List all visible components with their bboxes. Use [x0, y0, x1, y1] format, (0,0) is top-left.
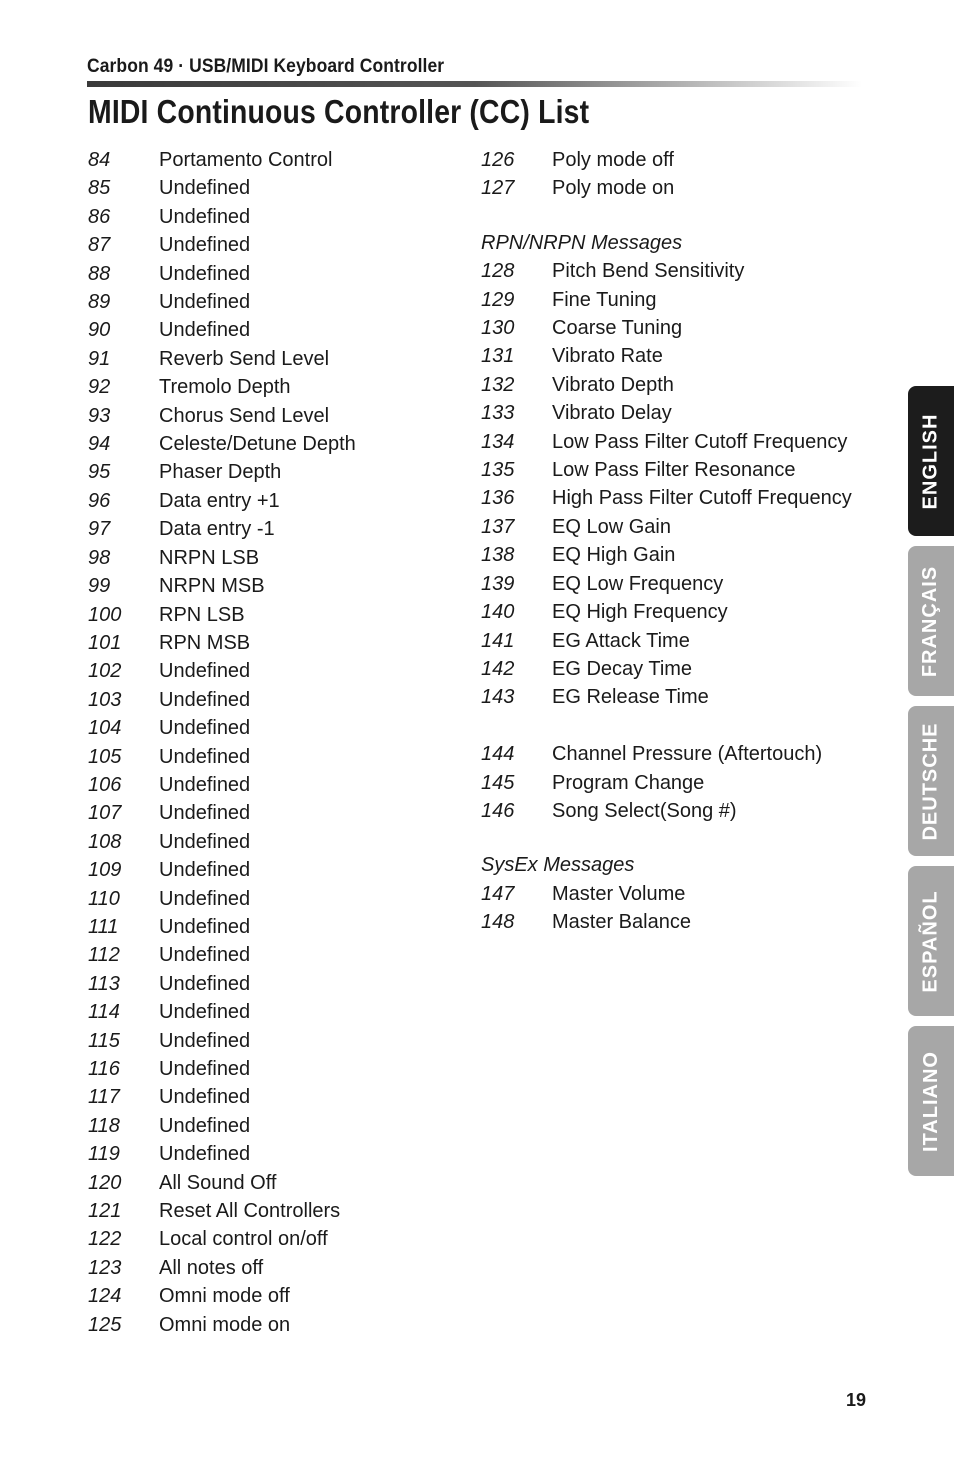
cc-description: EQ Low Frequency [552, 572, 724, 595]
cc-number: 104 [88, 717, 122, 740]
cc-description: Undefined [159, 291, 251, 314]
cc-description: Undefined [159, 802, 251, 825]
cc-description: EG Release Time [552, 686, 709, 709]
cc-number: 99 [88, 575, 111, 598]
cc-row [481, 314, 682, 342]
sysex-heading: SysEx Messages [481, 854, 635, 877]
cc-number: 145 [481, 771, 515, 794]
cc-number: 100 [88, 603, 122, 626]
cc-description: Master Volume [552, 882, 686, 905]
language-tab-label: ITALIANO [919, 1050, 942, 1152]
cc-description: Vibrato Delay [552, 402, 672, 425]
cc-description: Undefined [159, 944, 251, 967]
cc-description: EG Attack Time [552, 629, 690, 652]
cc-description: Program Change [552, 771, 705, 794]
cc-number: 96 [88, 489, 111, 512]
cc-description: Undefined [159, 915, 251, 938]
cc-row [481, 371, 682, 399]
cc-description: Undefined [159, 262, 251, 285]
cc-description: Undefined [159, 205, 251, 228]
cc-number: 127 [481, 177, 515, 200]
cc-number: 120 [88, 1171, 122, 1194]
cc-description: Omni mode on [159, 1313, 291, 1336]
language-tab-label: FRANÇAIS [919, 565, 942, 677]
running-header: Carbon 49 · USB/MIDI Keyboard Controller [87, 56, 445, 77]
cc-description: Channel Pressure (Aftertouch) [552, 743, 823, 766]
cc-number: 122 [88, 1228, 122, 1251]
cc-description: Undefined [159, 859, 251, 882]
cc-row [481, 683, 709, 711]
language-tab-deutsche[interactable] [908, 706, 954, 856]
cc-number: 137 [481, 515, 515, 538]
cc-number: 106 [88, 773, 122, 796]
cc-number: 98 [88, 546, 111, 569]
language-tab-francais[interactable] [908, 546, 954, 696]
cc-description: Undefined [159, 887, 251, 910]
cc-description: Omni mode off [159, 1285, 290, 1308]
cc-row [481, 342, 682, 370]
cc-number: 109 [88, 859, 122, 882]
cc-number: 121 [88, 1200, 122, 1223]
cc-description: Undefined [159, 688, 251, 711]
cc-description: Reset All Controllers [159, 1200, 341, 1223]
cc-description: Vibrato Rate [552, 345, 663, 368]
cc-row [481, 797, 737, 825]
cc-number: 88 [88, 262, 111, 285]
rpn-nrpn-heading: RPN/NRPN Messages [481, 231, 683, 254]
cc-description: Poly mode on [552, 177, 675, 200]
cc-description: Undefined [159, 717, 251, 740]
language-tab-espanol[interactable] [908, 866, 954, 1016]
cc-number: 108 [88, 830, 122, 853]
cc-number: 148 [481, 911, 515, 934]
cc-row [481, 880, 686, 908]
cc-number: 101 [88, 631, 122, 654]
cc-description: Fine Tuning [552, 288, 657, 311]
cc-number: 105 [88, 745, 122, 768]
cc-description: Undefined [159, 1058, 251, 1080]
cc-number: 128 [481, 260, 515, 283]
cc-number: 107 [88, 802, 122, 825]
cc-number: 97 [88, 518, 111, 541]
cc-description: Undefined [159, 745, 251, 768]
cc-number: 119 [88, 1143, 120, 1166]
cc-description: Reverb Send Level [159, 347, 330, 370]
cc-number: 138 [481, 544, 515, 567]
cc-number: 142 [481, 657, 515, 680]
cc-number: 133 [481, 402, 515, 425]
cc-number: 125 [88, 1313, 122, 1336]
cc-number: 116 [88, 1058, 120, 1080]
cc-description: Undefined [159, 830, 251, 853]
cc-number: 95 [88, 461, 111, 484]
cc-description: Undefined [159, 1086, 251, 1109]
channel-messages-group [481, 740, 823, 825]
cc-description: Data entry -1 [159, 518, 275, 541]
cc-number: 112 [88, 944, 120, 967]
cc-number: 113 [88, 972, 120, 995]
cc-row [481, 174, 682, 202]
spacer [481, 712, 682, 740]
cc-number: 90 [88, 319, 111, 342]
cc-description: Undefined [159, 972, 251, 995]
cc-number: 139 [481, 572, 515, 595]
poly-mode-group [481, 146, 682, 203]
cc-number: 94 [88, 433, 111, 456]
cc-number: 141 [481, 629, 515, 652]
cc-description: All notes off [159, 1256, 264, 1279]
cc-description: EQ Low Gain [552, 515, 671, 538]
cc-description: Poly mode off [552, 149, 674, 171]
cc-description: Portamento Control [159, 149, 333, 171]
cc-row [481, 484, 852, 512]
cc-row [481, 286, 682, 314]
cc-description: Data entry +1 [159, 489, 280, 512]
page-title: MIDI Continuous Controller (CC) List [88, 93, 590, 130]
cc-description: Coarse Tuning [552, 317, 683, 340]
spacer [481, 825, 682, 851]
cc-number: 84 [88, 149, 111, 171]
cc-number: 130 [481, 317, 515, 340]
cc-number: 103 [88, 688, 122, 711]
cc-description: Tremolo Depth [159, 376, 291, 399]
cc-number: 102 [88, 660, 122, 683]
cc-row [481, 146, 682, 174]
cc-number: 110 [88, 887, 120, 910]
cc-description: Low Pass Filter Cutoff Frequency [552, 430, 848, 453]
cc-description: NRPN LSB [159, 546, 260, 569]
cc-description: Undefined [159, 1029, 251, 1052]
cc-description: EG Decay Time [552, 657, 693, 680]
cc-description: Pitch Bend Sensitivity [552, 260, 745, 283]
cc-number: 131 [481, 345, 515, 368]
cc-description: Undefined [159, 773, 251, 796]
cc-number: 147 [481, 882, 515, 905]
cc-row [481, 627, 690, 655]
language-tab-english[interactable] [908, 386, 954, 536]
page-number: 19 [846, 1390, 867, 1410]
cc-row [481, 541, 682, 569]
cc-description: RPN LSB [159, 603, 245, 626]
language-tab-label: ENGLISH [919, 413, 942, 509]
cc-description: Local control on/off [159, 1228, 328, 1251]
cc-row [481, 456, 796, 484]
cc-description: High Pass Filter Cutoff Frequency [552, 487, 852, 510]
cc-number: 111 [88, 915, 119, 938]
cc-description: Low Pass Filter Resonance [552, 459, 796, 482]
cc-number: 114 [88, 1001, 120, 1024]
sysex-group [481, 880, 691, 937]
cc-description: Undefined [159, 1114, 251, 1137]
header-rule [87, 81, 862, 87]
cc-description: Phaser Depth [159, 461, 282, 484]
cc-number: 124 [88, 1285, 122, 1308]
cc-description: Celeste/Detune Depth [159, 433, 356, 456]
cc-row [481, 570, 724, 598]
cc-list-right-column [481, 146, 852, 937]
cc-number: 87 [88, 234, 111, 257]
cc-description: Song Select(Song #) [552, 799, 737, 822]
cc-number: 117 [88, 1086, 120, 1109]
language-tab-italiano[interactable] [908, 1026, 954, 1176]
cc-description: Chorus Send Level [159, 404, 330, 427]
cc-number: 92 [88, 376, 111, 399]
cc-number: 86 [88, 205, 111, 228]
language-tab-label: ESPAÑOL [919, 889, 942, 993]
cc-description: Vibrato Depth [552, 373, 674, 396]
cc-row [481, 257, 745, 285]
cc-number: 136 [481, 487, 515, 510]
cc-description: Undefined [159, 319, 251, 342]
spacer [481, 203, 682, 229]
cc-description: RPN MSB [159, 631, 251, 654]
cc-number: 143 [481, 686, 515, 709]
cc-number: 115 [88, 1029, 120, 1052]
cc-description: Undefined [159, 234, 251, 257]
cc-description: Undefined [159, 1001, 251, 1024]
cc-description: EQ High Gain [552, 544, 676, 567]
cc-number: 123 [88, 1256, 122, 1279]
cc-number: 118 [88, 1114, 120, 1137]
cc-number: 132 [481, 373, 515, 396]
cc-number: 85 [88, 177, 111, 200]
cc-number: 89 [88, 291, 111, 314]
cc-description: Master Balance [552, 911, 691, 934]
cc-number: 129 [481, 288, 515, 311]
cc-number: 140 [481, 601, 515, 624]
rpn-nrpn-group [481, 257, 852, 712]
cc-row [481, 908, 691, 936]
cc-number: 126 [481, 149, 515, 171]
cc-number: 93 [88, 404, 111, 427]
cc-description: NRPN MSB [159, 575, 265, 598]
cc-row [481, 399, 682, 427]
cc-description: Undefined [159, 177, 251, 200]
cc-description: All Sound Off [159, 1171, 277, 1194]
cc-number: 135 [481, 459, 515, 482]
cc-row [481, 513, 682, 541]
cc-description: Undefined [159, 660, 251, 683]
cc-description: EQ High Frequency [552, 601, 728, 624]
cc-description: Undefined [159, 1143, 251, 1166]
cc-row [481, 428, 848, 456]
cc-row [481, 598, 728, 626]
cc-row [481, 655, 693, 683]
cc-number: 146 [481, 799, 515, 822]
cc-number: 144 [481, 743, 515, 766]
cc-row [481, 769, 705, 797]
cc-number: 134 [481, 430, 515, 453]
language-tab-label: DEUTSCHE [919, 721, 942, 841]
cc-number: 91 [88, 347, 111, 370]
cc-row [481, 740, 823, 768]
